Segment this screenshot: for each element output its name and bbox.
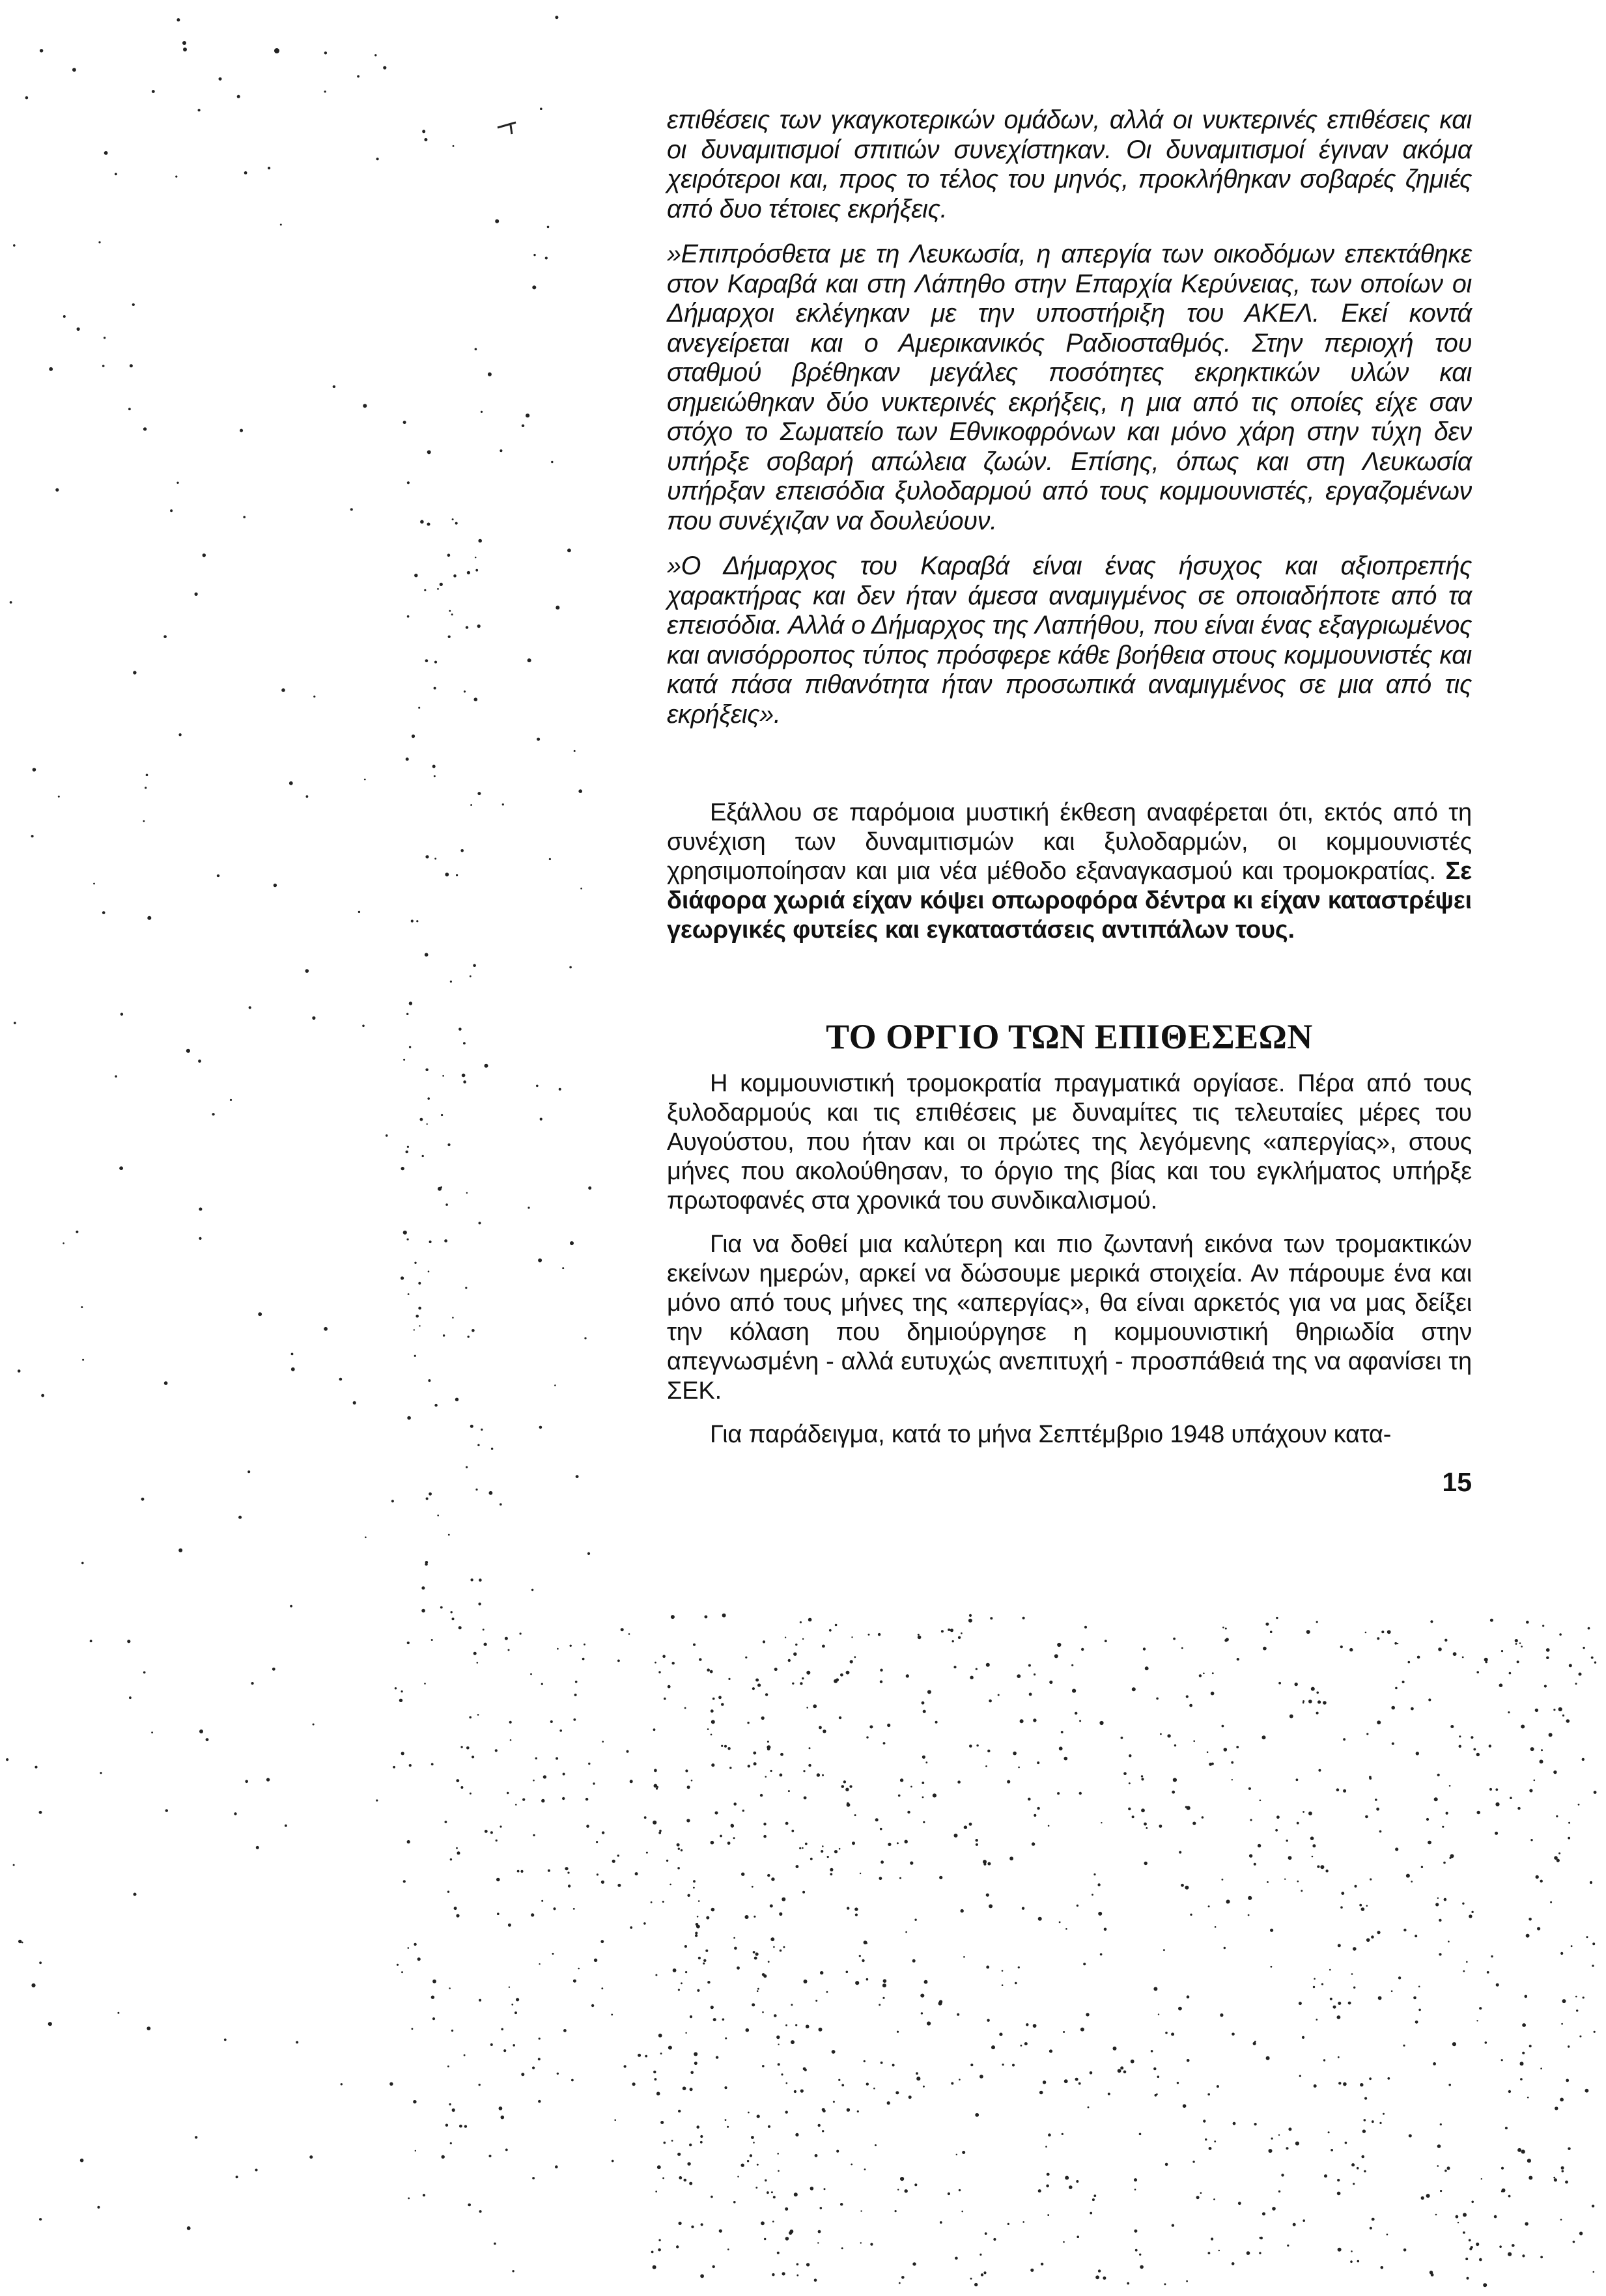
intro-text: Εξάλλου σε παρόμοια μυστική έκθεση αναφέρεται ότι, εκτός από τη συνέχιση των δυναμιτισμών και ξυλοδαρμών, οι κομμουνιστές χρησιμοποίησαν και μια νέα μέθοδο εξαναγκασμού και τρομοκρατίας.: [667, 799, 1472, 885]
quote-paragraph: »Ο Δήμαρχος του Καραβά είναι ένας ήσυχος και αξιοπρεπής χαρακτήρας και δεν ήταν άμεσα αναμιγμένος σε οποιαδήποτε από τα επεισόδια. Αλλά ο Δήμαρχος της Λαπήθου, που είναι ένας εξαγριωμένος και ανισόρροπος τύπος πρόσφερε κάθε βοήθεια στους κομμουνιστές και κατά πάσα πιθανότητα ήταν προσωπικά αναμιγμένος σε μια από τις εκρήξεις».: [667, 552, 1472, 729]
section-heading: ΤΟ ΟΡΓΙΟ ΤΩΝ ΕΠΙΘΕΣΕΩΝ: [826, 1017, 1313, 1056]
section-block: [667, 1017, 1472, 1464]
quote-paragraph: επιθέσεις των γκαγκοτερικών ομάδων, αλλά οι νυκτερινές επιθέσεις και οι δυναμιτισμοί σπιτιών συνεχίστηκαν. Οι δυναμιτισμοί έγιναν ακόμα χειρότεροι και, προς το τέλος του μηνός, προκλήθηκαν σοβαρές ζημιές από δυο τέτοιες εκρήξεις.: [667, 105, 1472, 223]
body-paragraph: Για να δοθεί μια καλύτερη και πιο ζωντανή εικόνα των τρομακτικών εκείνων ημερών, αρκεί να δώσουμε μερικά στοιχεία. Αν πάρουμε ένα και μόνο από τους μήνες της «απεργίας», θα είναι αρκετός για να μας δείξει την κόλαση που δημιούργησε η κομμουνιστική θηριωδία στην απεγνωσμένη - αλλά ευτυχώς ανεπιτυχή - προσπάθειά της να αφανίσει τη ΣΕΚ.: [667, 1231, 1472, 1405]
page-number: 15: [1442, 1467, 1472, 1497]
body-paragraph: Για παράδειγμα, κατά το μήνα Σεπτέμβριο 1948 υπάχουν κατα-: [710, 1421, 1392, 1448]
intro-bold-text: Σε διάφορα χωριά είχαν κόψει οπωροφόρα δέντρα κι είχαν καταστρέψει γεωργικές φυτείες και εγκαταστάσεις αντιπάλων τους.: [667, 858, 1472, 944]
quoted-report: [667, 105, 1472, 745]
intro-block: [667, 798, 1472, 945]
quote-paragraph: »Επιπρόσθετα με τη Λευκωσία, η απεργία των οικοδόμων επεκτάθηκε στον Καραβά και στη Λάπηθο στην Επαρχία Κερύνειας, των οποίων οι Δήμαρχοι εκλέγηκαν με την υποστήριξη του ΑΚΕΛ. Εκεί κοντά ανεγείρεται και ο Αμερικανικός Ραδιοσταθμός. Στην περιοχή του σταθμού βρέθηκαν μεγάλες ποσότητες εκρηκτικών υλών και σημειώθηκαν δύο νυκτερινές εκρήξεις, η μια από τις οποίες είχε σαν στόχο το Σωματείο των Εθνικοφρόνων και μόνο χάρη στην τύχη δεν υπήρξε σοβαρή απώλεια ζωών. Επίσης, όπως και στη Λευκωσία υπήρξαν επεισόδια ξυλοδαρμού από τους κομμουνιστές, εργαζομένων που συνέχιζαν να δουλεύουν.: [667, 240, 1472, 535]
body-paragraph: Η κομμουνιστική τρομοκρατία πραγματικά οργίασε. Πέρα από τους ξυλοδαρμούς και τις επιθέσεις με δυναμίτες τις τελευταίες μέρες του Αυγούστου, που ήταν και οι πρώτες της λεγόμενης «απεργίας», στους μήνες που ακολούθησαν, το όργιο της βίας και του εγκλήματος υπήρξε πρωτοφανές στα χρονικά του συνδικαλισμού.: [667, 1070, 1472, 1214]
intro-paragraph: [667, 798, 1472, 945]
